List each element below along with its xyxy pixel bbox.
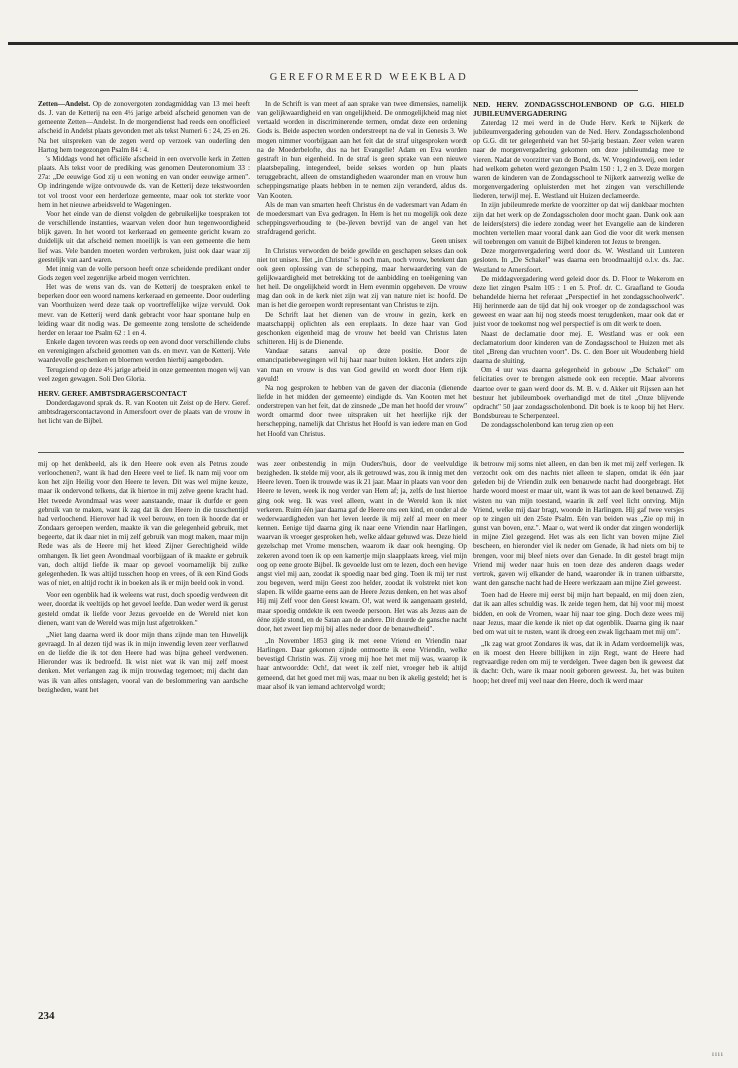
article-heading-ambtsdragers: HERV. GEREF. AMBTSDRAGERSCONTACT — [38, 388, 187, 398]
memoir-column-2 — [257, 460, 467, 980]
section-divider — [38, 452, 684, 453]
article-heading-zetten: Zetten—Andelst. — [38, 100, 91, 108]
article-paragraph: In de Schrift is van meet af aan sprake van twee dimensies, namelijk van gelijkwaardigheid en van ongelijkheid. De onmogelijkheid mag niet vertaald worden in discriminerende termen, omdat deze een ordening Gods is. Beide aspecten worden onderstreept na de val in Genesis 3. We mogen nimmer voorbijgaan aan het feit dat de straf uitgesproken wordt na de Moederbelofte, dus na het Evangelie! Adam en Eva worden gestraft in hun eigenheid. In de straf is geen sprake van een nieuwe plaatsbepaling, integendeel, beide sekses worden op hun plaats teruggebracht, alleen de omstandigheden waaronder man en vrouw hun scheppingsmatige plaats hebben in te nemen zijn veranderd, aldus ds. Van Kooten. — [257, 100, 467, 200]
column-3 — [473, 100, 684, 446]
article-paragraph: Terugziend op deze 4½ jarige arbeid in onze gemeenten mogen wij van veel zegen gewagen. Soli Deo Gloria. — [38, 365, 250, 383]
article-paragraph: De Schrift laat het dienen van de vrouw in gezin, kerk en maatschappij oplichten als een ereplaats. In deze haar van God geschonken eigenheid mag de vrouw het beeld van Christus laten schitteren. Hij is de Dienende. — [257, 310, 467, 347]
article-paragraph: De zondagsscholenbond kan terug zien op een — [481, 421, 614, 430]
column-2 — [257, 100, 467, 446]
article-paragraph: In zijn jubileumrede merkte de voorzitter op dat wij dankbaar mochten zijn dat het werk op de Zondagsscholen door mocht gaan. Dank ook aan de leiders(sters) die iedere zondag weer het Evangelie aan de kinderen mochten vertellen maar vooral dank aan God die voor dit werk mensen wil toebrengen om vanuit de Bijbel kinderen tot Jezus te brengen. — [473, 201, 684, 247]
article-paragraph: Als de man van smarten heeft Christus én de vadersmart van Adam én de moedersmart van Eva gedragen. In Hem is het nu mogelijk ook deze scheppingsverhouding te (be-)leven bevrijd van de angel van het strafdragend gericht. — [257, 200, 467, 237]
article-paragraph: Enkele dagen tevoren was reeds op een avond door verschillende clubs en verenigingen afscheid genomen van ds. en mevr. van de Ketterij. Vele waardevolle geschenken en bloemen werden hierbij aangeboden. — [38, 338, 250, 365]
article-paragraph: Na nog gesproken te hebben van de gaven der diaconia (dienende liefde in het midden der gemeente) eindigde ds. Van Kooten met het onderstrepen van het feit, dat de zinsnede „De man het hoofd der vrouw" wordt omarmd door twee uitspraken uit het heerlijke rijk der herschepping, namelijk dat Christus het Hoofd is van iedere man en God het Hoofd van Christus. — [257, 383, 467, 438]
article-paragraph: Naast de declamatie door mej. E. Westland was er ook een declamatorium door kinderen van de Zondagsschool te Huizen met als titel „Breng dan vruchten voort". Ds. C. den Boer uit Woudenberg hield daarna de sluiting. — [473, 329, 684, 366]
article-paragraph: Om 4 uur was daarna gelegenheid in gebouw „De Schakel" om felicitaties over te brengen alsmede ook een receptie. Maar alvorens daartoe over te gaan werd door ds. M. B. v. d. Akker uit Rijssen aan het bestuur het jubileumboek overhandigd met de titel „Onze blijvende opdracht" 50 jaar zondagsscholenbond. Dit boek is te koop bij het Herv. Bondsbureau te Scherpenzeel. — [473, 366, 684, 420]
memoir-paragraph: „Ik zag wat groot Zondares ik was, dat ik in Adam verdoemelijk was, en ik moest den Heere billijken in zijn Regt, want de Heere had regtvaardige reden om mij te verdelgen. Twee dagen ben ik geweest dat ik dacht: Och, ware ik maar nooit geboren geweest. Ja, het was buiten hoop; het dreef mij veel naar den Heere, doch ik werd maar — [473, 639, 684, 685]
memoir-paragraph: „In November 1853 ging ik met eene Vriend en Vriendin naar Harlingen. Daar gekomen zijnde ontmoette ik eene Vriendin, welke bevestigd Christin was. Zij vroeg mij hoe het met mij was, waarop ik haar antwoordde: Och!, dat weet ik zelf niet, vroeger heb ik altijd gemeend, dat het goed met mij was, maar nu ben ik akelig gesteld; het is maar alsof ik van iemand achtervolgd wordt; — [257, 636, 467, 691]
edge-mark: ıııı — [712, 1050, 724, 1058]
article-heading-zondagsscholen: NED. HERV. ZONDAGSSCHOLENBOND OP G.G. HIELD JUBILEUMVERGADERING — [473, 100, 684, 118]
memoir-paragraph: was zeer onbestendig in mijn Ouders'huis, door de veelvuldige bezigheden. Ik stelde mij voor, als ik getrouwd was, zou ik innig met den Heere leven. Toen ik trouwde was ik 21 jaar. Maar in plaats van voor den Heere te leven, week ik nog verder van Hem af; ja, zelfs de lust hiertoe ging ook weg. Ik was veel alleen, want in de Wereld kon ik niet verkeren. Ruim één jaar daarna gaf de Heere ons een kind, en onder al de wederwaardigheden van het leven leerde ik mij zelf al meer en meer kennen. Eenige tijd daarna ging ik naar eene Vriendin naar Harlingen, waarvan ik vroeger gesproken heb, welke aldaar gehuwd was. Deze hield gezelschap met Vrome menschen, waarom ik daar ook heenging. Op zekeren avond toen ik op een kamertje mijn slaapplaats kreeg, viel mijn oog op eene groote Bijbel. Ik gevoelde lust om te lezen, doch een hevige angst viel mij aan, zoodat ik spoedig naar bed ging. Toen ik mij ter rust zou begeven, werd mijn Geest zoo helder, zoodat ik volstrekt niet kon slapen. Ik wilde gaarne eens aan de Heere Jezus denken, en het was alsof Hij mij Zelf voor den Geest kwam. O!, wat werd ik aangenaam gesteld, maar spoedig ontdekte ik een tweede persoon. Het was als Jezus aan de ééne zijde stond, en de Satan aan de andere. Dit duurde de gansche nacht door, het zweet liep mij bij alles neder door de benauwdheid". — [257, 460, 467, 633]
memoir-paragraph: „Niet lang daarna werd ik door mijn thans zijnde man ten Huwelijk gevraagd. In al dezen tijd was ik in mijn inwendig leven zeer verflauwd en de liefde die ik tot den Heere had was bijna geheel verdwenen. Hieronder was ik bedroefd. Ik wist niet wat ik van mij zelf moest denken. Met verlangen zag ik mijn trouwdag tegemoet; mij dacht dan was ik van alles ontslagen, vooral van de beslommering van aardsche bezigheden, want het — [38, 630, 248, 694]
article-paragraph: In Christus verworden de beide gewilde en geschapen sekses dan ook niet tot unisex. Het „in Christus" is noch man, noch vrouw, betekent dan ook geen oplossing van de schepping, maar herwaardering van de gelijkwaardigheid met betrekking tot de aanbidding en toeëigening van het heil. De ongelijkheid wordt in Hem evenmin opgeheven. De vrouw mag dan ook in de kerk niet zijn wat zij van nature niet is: hoofd. De man is het die geroepen wordt representant van Christus te zijn. — [257, 246, 467, 310]
page-number: 234 — [38, 1010, 55, 1022]
memoir-column-3 — [473, 460, 684, 980]
article-subheading: Geen unisex — [431, 237, 467, 246]
article-paragraph: Zetten—Andelst. Op de zonovergoten zondagmiddag van 13 mei heeft ds. J. van de Ketterij na een 4½ jarige arbeid afscheid genomen van de gemeente Zetten—Andelst. In de morgendienst had reeds een onofficieel afscheid in Andelst plaats gevonden met als tekst Numeri 6 : 24, 25 en 26. Na het uitspreken van de zegen werd op verzoek van ouderling den Hartog hem toegezongen Psalm 84 : 4. — [38, 100, 250, 154]
page-header-title: GEREFORMEERD WEEKBLAD — [269, 72, 469, 83]
column-1 — [38, 100, 250, 446]
article-paragraph: Het was de wens van ds. van de Ketterij de toespraken enkel te beperken door een woord namens kerkeraad en gemeente. Door ouderling van Voorthuizen werd deze taak op voortreffelijke wijze vervuld. Ook mevr. van de Ketterij werd dank gebracht voor haar spontane hulp en leiding waar dit nodig was. De gemeente zong tenslotte de scheidende herder en leraar toe Psalm 62 : 1 en 4. — [38, 283, 250, 337]
article-paragraph: Vandaar satans aanval op deze positie. Door de emancipatiebewegingen wil hij haar naar buiten lokken. Het anders zijn van man en vrouw is dus van God gewild en wordt door Hem rijk gevuld! — [257, 347, 467, 383]
article-paragraph: Donderdagavond sprak ds. R. van Kooten uit Zeist op de Herv. Geref. ambtsdragerscontactavond in Amersfoort over de plaats van de vrouw in het licht van de Bijbel. — [38, 398, 250, 426]
memoir-paragraph: Voor een ogenblik had ik weleens wat rust, doch spoedig verdween dit weer, doordat ik veeltijds op het gevoel leefde. Dan weder werd ik gerust gesteld omdat ik liefde voor Jezus gevoelde en de Wereld niet kon dienen, want van de Wereld was mijn lust afgetrokken." — [38, 591, 248, 627]
article-paragraph: Voor het einde van de dienst volgden de gebruikelijke toespraken tot de verschillende instanties, waarvan velen door hun tegenwoordigheid blijk gaven. In het woord tot kerkeraad en gemeente gericht kwam zo duidelijk uit dat afscheid nemen moeilijk is van een gemeente die hem lief was. Vele banden moeten worden verbroken, juist ook daar waar zij geestelijk van aard waren. — [38, 209, 250, 264]
article-paragraph: De middagvergadering werd geleid door ds. D. Floor te Wekerom en deze liet zingen Psalm 105 : 1 en 5. Prof. dr. C. Graafland te Gouda behandelde hierna het referaat „Perspectief in het zondagsschoolwerk". Hij herinnerde aan de tijd dat hij ook vroeger op de zondagsschool was geweest en waar aan hij nog steeds moest terugdenken, maar ook dat er juist voor de toekomst nog wel perspectief is om dit werk te doen. — [473, 274, 684, 329]
article-paragraph: Deze morgenvergadering werd door ds. W. Westland uit Lunteren gesloten. In „De Schakel" was daarna een broodmaaltijd o.l.v. ds. Jac. Westland te Amersfoort. — [473, 247, 684, 274]
article-paragraph: Zaterdag 12 mei werd in de Oude Herv. Kerk te Nijkerk de jubileumvergadering gehouden van de Ned. Herv. Zondagsscholenbond op G.G. dit ter gelegenheid van het 50-jarig bestaan. Zeer velen waren naar de morgenvergadering gekomen om deze jubileumdag mee te vieren. Nadat de voorzitter van de Bond, ds. W. Vroegindeweij, een ieder had welkom geheten werd gezongen Psalm 150 : 1, 2 en 3. Deze morgen waren de kinderen van de Zondagsschool te Nijkerk aanwezig welke de morgenvergadering opluisterden met het zingen van verschillende liederen, terwijl mej. E. Westland uit Huizen declameerde. — [473, 119, 684, 201]
article-paragraph: Met innig van de volle persoon heeft onze scheidende predikant onder Gods zegen veel zegenrijke arbeid mogen verrichten. — [38, 264, 250, 282]
header-rule — [100, 90, 638, 91]
memoir-paragraph: Toen had de Heere mij eerst bij mijn hart bepaald, en mij doen zien, dat ik aan alles schuldig was. Ik zeide tegen hem, dat hij voor mij moest bidden, en ook de Vromen, waar hij naar toe ging. Doch deze wees mij naar Jezus, maar die kende ik niet op dat ogenblik. Daarna ging ik naar bed om wat uit te rusten, want ik droeg een zwak ligchaam met mij om". — [473, 591, 684, 636]
memoir-column-1 — [38, 460, 248, 1002]
top-rule — [8, 42, 738, 45]
memoir-paragraph: mij op het denkbeeld, als ik den Heere ook even als Petrus zoude verloochenen?, want ik had den Heere veel te lief. Ik nam mij voor om kon het zijn Heilig voor den Heere te leven. Dit was wel mijne keuze, maar ik ondervond telkens, dat ik hiertoe in mij zelve geene kracht had. Het tweede Avondmaal was weer aanstaande, maar ik durfde er geen gebruik van te maken, want ik zag dat ik den Heere in die tusschentijd had verloochend. Hierover had ik veel berouw, en toen ik hoorde dat er Zondaars geroepen werden, maakte ik van die gelegenheid gebruik, met begeerte, dat ik daar niet in mij zelf gebruik van mogt maken, maar mijn Rede was als de Heere mij het kleed Zijner Gerechtigheid wilde omhangen. Ik liet geen Avondmaal voorbijgaan of ik maakte er gebruik van, doch altijd liefde ik maar op gevoel voornamelijk bij zulke gelegenheden. Ik was altijd tusschen hoop en vrees, of ik een Kind Gods was of niet, en altijd rocht ik in boeken als ik er mijn beeld ook in vond. — [38, 460, 248, 588]
article-paragraph: 's Middags vond het officiële afscheid in een overvolle kerk in Zetten plaats. Als tekst voor de prediking was genomen Deuteronomium 33 : 27a: „De eeuwige God zij u een woning en van onder eeuwige armen". Op indringende wijze ontvouwde ds. van de Ketterij deze tekstwoorden tot vol troost voor een herderloze gemeente, maar ook tot sterkte voor hem in het nieuwe arbeidsveld te Wageningen. — [38, 154, 250, 209]
memoir-paragraph: ik betrouw mij soms niet alleen, en dan ben ik met mij zelf verlegen. Ik verzocht ook om des nachts niet alleen te slapen, omdat ik één jaar geleden bij de Vriendin zulk een benauwde nacht had doorgebragt. Het harde woord moest er maar uit, want ik was tot aan de keel benauwd. Zij wisten nu van mijn toestand, waarin ik zelf veel licht ontving. Mijn Vriend, welke mij daar bragt, woonde in Harlingen. Hij gaf twee versjes op te zingen uit den 25ste Psalm. Eén van beiden was „Zie op mij in gunst van boven, enz.". Maar o, wat werd ik onder dat zingen wonderlijk in mijne Ziel gezegend. Het was als een licht van boven mijne Ziel bescheen, en hieronder viel ik neder om Genade, ik had niets om bij te brengen, voor mij bleef niets over dan Genade. In dit gestel bragt mijn Vriend mij weder naar huis en toen deze des anderen daags weder vertrok, gaven wij elkander de hand, waaronder ik in tranen uitbarstte, want den gansche nacht had de Heere werkzaam aan mijne Ziel geweest. — [473, 460, 684, 588]
